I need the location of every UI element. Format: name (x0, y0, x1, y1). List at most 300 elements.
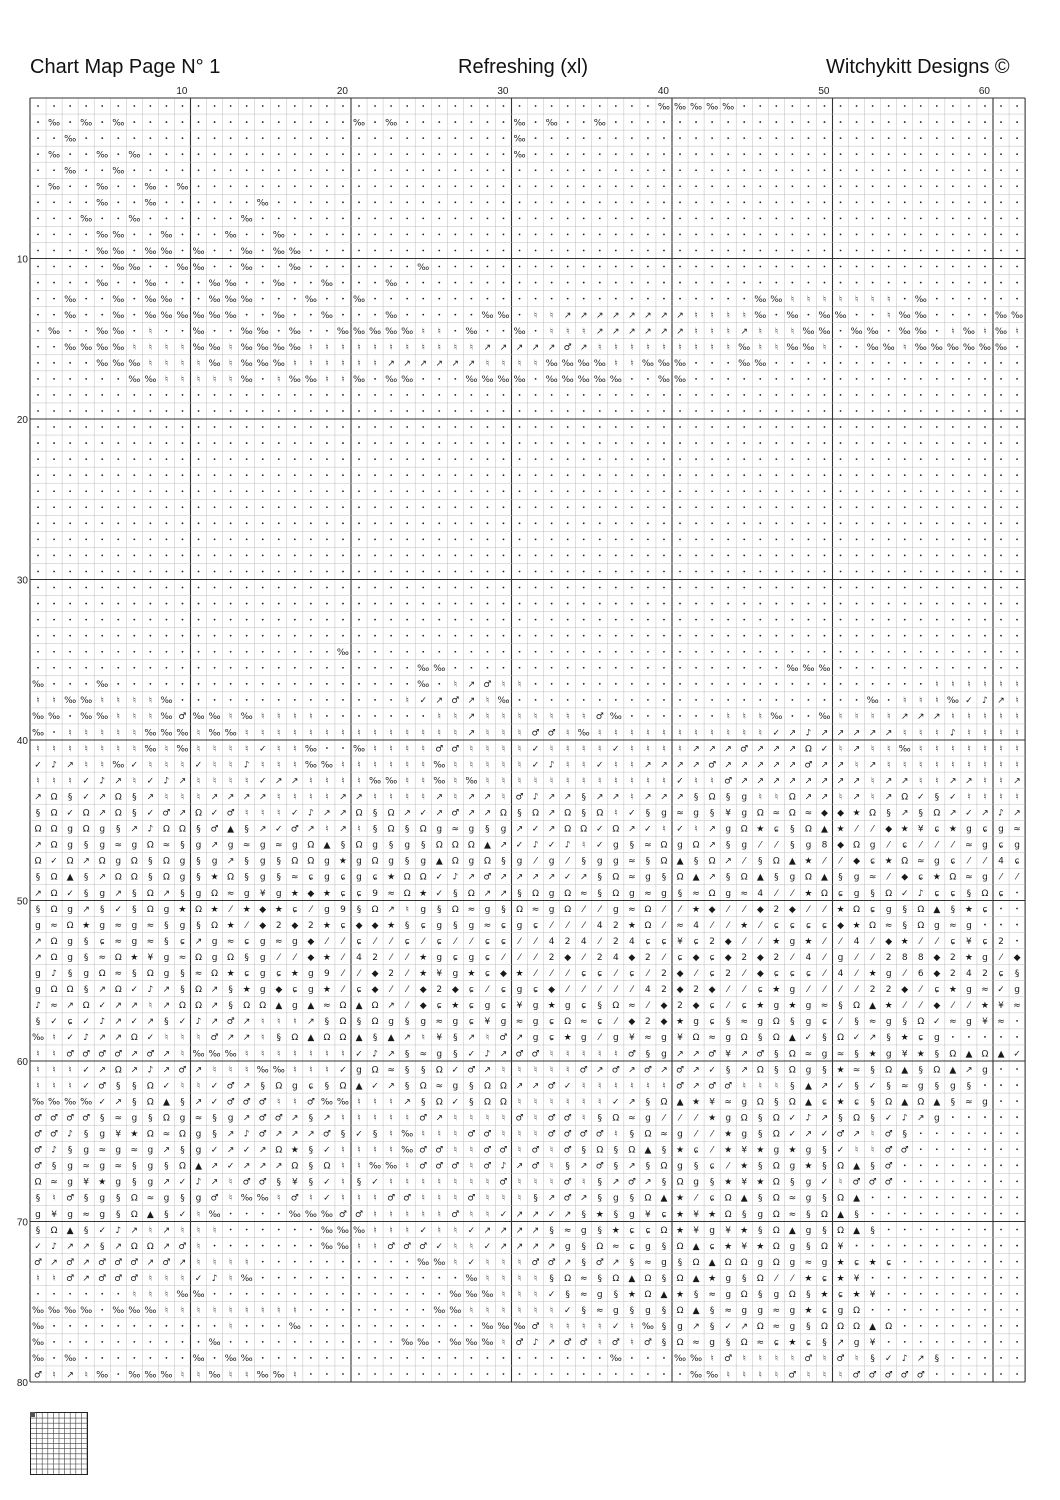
stitch-symbol: ‰ (866, 343, 879, 354)
empty-cell-dot (791, 587, 793, 589)
empty-cell-dot (278, 105, 280, 107)
stitch-symbol: ⁄ (1000, 872, 1002, 883)
empty-cell-dot (1000, 1100, 1002, 1102)
stitch-symbol: ‰ (96, 198, 109, 209)
empty-cell-dot (422, 426, 424, 428)
empty-cell-dot (198, 234, 200, 236)
empty-cell-dot (631, 490, 633, 492)
empty-cell-dot (567, 217, 569, 219)
empty-cell-dot (551, 522, 553, 524)
stitch-symbol: § (180, 1145, 185, 1156)
empty-cell-dot (117, 522, 119, 524)
stitch-symbol: ↗ (275, 1129, 283, 1140)
stitch-symbol: ‰ (96, 278, 109, 289)
stitch-symbol: ◆ (821, 808, 828, 819)
empty-cell-dot (326, 683, 328, 685)
stitch-symbol: Ω (403, 872, 411, 883)
empty-cell-dot (37, 234, 39, 236)
stitch-symbol: ‰ (240, 246, 253, 257)
empty-cell-dot (117, 1373, 119, 1375)
stitch-symbol: g (259, 969, 266, 980)
empty-cell-dot (872, 105, 874, 107)
empty-cell-dot (294, 1277, 296, 1279)
empty-cell-dot (406, 635, 408, 637)
stitch-symbol: ‰ (96, 182, 109, 193)
stitch-symbol: ‰ (144, 1306, 157, 1317)
stitch-symbol: ↗ (868, 760, 877, 771)
stitch-symbol: ‰ (80, 696, 93, 707)
stitch-symbol: 4 (837, 969, 844, 980)
empty-cell-dot (246, 1213, 248, 1215)
empty-cell-dot (390, 699, 392, 701)
stitch-symbol: ‰ (465, 375, 478, 386)
empty-cell-dot (214, 330, 216, 332)
stitch-symbol: ♂ (916, 1370, 925, 1381)
empty-cell-dot (262, 298, 264, 300)
empty-cell-dot (904, 426, 906, 428)
stitch-symbol: § (822, 1033, 827, 1044)
stitch-symbol: Ω (564, 808, 572, 819)
stitch-symbol: ⁄ (615, 985, 617, 996)
empty-cell-dot (246, 410, 248, 412)
empty-cell-dot (695, 538, 697, 540)
empty-cell-dot (711, 201, 713, 203)
stitch-symbol: ♮ (501, 712, 506, 723)
empty-cell-dot (936, 362, 938, 364)
stitch-symbol: ★ (756, 824, 765, 835)
empty-cell-dot (214, 619, 216, 621)
empty-cell-dot (37, 1293, 39, 1295)
stitch-symbol: ⁄ (374, 936, 376, 947)
empty-cell-dot (840, 169, 842, 171)
empty-cell-dot (438, 217, 440, 219)
empty-cell-dot (358, 667, 360, 669)
stitch-symbol: § (308, 1113, 314, 1124)
stitch-symbol: ⁄ (1016, 872, 1018, 883)
stitch-symbol: § (581, 1209, 586, 1220)
empty-cell-dot (310, 667, 312, 669)
empty-cell-dot (551, 683, 553, 685)
stitch-symbol: § (180, 888, 185, 899)
empty-cell-dot (647, 298, 649, 300)
empty-cell-dot (551, 442, 553, 444)
stitch-symbol: ≈ (772, 1322, 781, 1333)
empty-cell-dot (310, 603, 312, 605)
stitch-symbol: ♮ (261, 1017, 265, 1028)
stitch-symbol: ★ (772, 936, 781, 947)
stitch-symbol: ɕ (709, 1017, 715, 1028)
empty-cell-dot (808, 153, 810, 155)
stitch-symbol: ▲ (162, 1097, 170, 1108)
stitch-symbol: ↗ (275, 1161, 283, 1172)
empty-cell-dot (615, 298, 617, 300)
empty-cell-dot (1000, 1277, 1002, 1279)
stitch-symbol: g (982, 952, 988, 963)
stitch-symbol: ♮ (196, 744, 201, 755)
empty-cell-dot (535, 619, 537, 621)
stitch-symbol: Ω (130, 872, 138, 883)
stitch-symbol: g (725, 1113, 732, 1124)
stitch-symbol: ↗ (499, 1225, 508, 1236)
empty-cell-dot (390, 201, 392, 203)
empty-cell-dot (904, 410, 906, 412)
stitch-symbol: § (308, 1177, 314, 1188)
stitch-symbol: Ω (853, 1322, 861, 1333)
stitch-symbol: ♮ (662, 744, 666, 755)
empty-cell-dot (117, 410, 119, 412)
stitch-symbol: ♮ (245, 1049, 249, 1060)
empty-cell-dot (631, 153, 633, 155)
stitch-symbol: ♂ (451, 1209, 460, 1220)
empty-cell-dot (663, 266, 665, 268)
stitch-symbol: ♮ (646, 776, 650, 787)
empty-cell-dot (1000, 185, 1002, 187)
empty-cell-dot (872, 362, 874, 364)
empty-cell-dot (519, 250, 521, 252)
empty-cell-dot (470, 651, 472, 653)
stitch-symbol: ɕ (356, 888, 362, 899)
stitch-symbol: ♂ (531, 1322, 540, 1333)
empty-cell-dot (888, 410, 890, 412)
empty-cell-dot (326, 394, 328, 396)
empty-cell-dot (69, 474, 71, 476)
empty-cell-dot (1016, 266, 1018, 268)
stitch-symbol: Ω (50, 1225, 58, 1236)
empty-cell-dot (390, 394, 392, 396)
stitch-symbol: § (613, 1145, 619, 1156)
stitch-symbol: g (532, 1017, 539, 1028)
stitch-symbol: ★ (788, 1338, 797, 1349)
stitch-symbol: ‰ (112, 343, 125, 354)
empty-cell-dot (952, 603, 954, 605)
stitch-symbol: 4 (548, 936, 555, 947)
empty-cell-dot (278, 1341, 280, 1343)
stitch-symbol: ≈ (563, 1225, 572, 1236)
empty-cell-dot (968, 1357, 970, 1359)
stitch-symbol: ♮ (405, 1177, 409, 1188)
empty-cell-dot (952, 1277, 954, 1279)
stitch-symbol: ♮ (999, 712, 1003, 723)
stitch-symbol: ‰ (256, 1065, 269, 1076)
empty-cell-dot (342, 619, 344, 621)
stitch-symbol: ♮ (469, 1209, 473, 1220)
empty-cell-dot (567, 442, 569, 444)
empty-cell-dot (984, 1325, 986, 1327)
stitch-symbol: ↗ (210, 1161, 219, 1172)
empty-cell-dot (310, 266, 312, 268)
empty-cell-dot (856, 234, 858, 236)
empty-cell-dot (326, 699, 328, 701)
stitch-symbol: ↗ (323, 808, 331, 819)
empty-cell-dot (936, 619, 938, 621)
stitch-symbol: ¥ (693, 1225, 699, 1236)
stitch-symbol: § (485, 824, 490, 835)
empty-cell-dot (454, 217, 456, 219)
empty-cell-dot (567, 234, 569, 236)
empty-cell-dot (968, 1197, 970, 1199)
stitch-symbol: g (67, 1209, 73, 1220)
empty-cell-dot (278, 667, 280, 669)
stitch-symbol: ɕ (998, 840, 1004, 851)
empty-cell-dot (631, 715, 633, 717)
stitch-symbol: g (917, 1081, 924, 1092)
stitch-symbol: Ω (146, 1097, 154, 1108)
stitch-symbol: ♮ (501, 1129, 506, 1140)
stitch-symbol: ✓ (82, 1065, 90, 1076)
empty-cell-dot (647, 635, 649, 637)
stitch-symbol: ♮ (261, 1306, 265, 1317)
empty-cell-dot (551, 458, 553, 460)
stitch-symbol: Ω (756, 808, 764, 819)
stitch-symbol: ⁄ (920, 985, 922, 996)
stitch-symbol: ⁄ (855, 985, 858, 996)
empty-cell-dot (567, 1357, 569, 1359)
empty-cell-dot (53, 731, 55, 733)
empty-cell-dot (952, 137, 954, 139)
stitch-symbol: ‰ (112, 359, 125, 370)
empty-cell-dot (743, 458, 745, 460)
empty-cell-dot (53, 105, 55, 107)
empty-cell-dot (278, 1277, 280, 1279)
empty-cell-dot (85, 506, 87, 508)
empty-cell-dot (808, 506, 810, 508)
stitch-symbol: ♮ (935, 760, 939, 771)
empty-cell-dot (775, 506, 777, 508)
stitch-symbol: ✓ (917, 792, 925, 803)
stitch-symbol: ♂ (868, 1370, 877, 1381)
stitch-symbol: ↗ (788, 744, 797, 755)
stitch-symbol: ↗ (242, 792, 251, 803)
empty-cell-dot (53, 266, 55, 268)
stitch-symbol: ɕ (789, 969, 795, 980)
empty-cell-dot (342, 587, 344, 589)
stitch-symbol: Ω (804, 744, 812, 755)
stitch-symbol: § (725, 872, 731, 883)
empty-cell-dot (984, 250, 986, 252)
stitch-symbol: ⁄ (920, 1001, 922, 1012)
stitch-symbol: § (741, 1273, 747, 1284)
empty-cell-dot (278, 298, 280, 300)
stitch-symbol: § (806, 1290, 811, 1301)
stitch-symbol: ♂ (66, 1257, 75, 1268)
empty-cell-dot (920, 667, 922, 669)
empty-cell-dot (727, 683, 729, 685)
stitch-symbol: ↗ (804, 776, 813, 787)
stitch-symbol: § (180, 1097, 185, 1108)
empty-cell-dot (984, 1116, 986, 1118)
empty-cell-dot (278, 651, 280, 653)
empty-cell-dot (808, 555, 810, 557)
empty-cell-dot (294, 667, 296, 669)
stitch-symbol: § (870, 1113, 875, 1124)
empty-cell-dot (519, 169, 521, 171)
empty-cell-dot (824, 587, 826, 589)
empty-cell-dot (631, 442, 633, 444)
empty-cell-dot (727, 442, 729, 444)
empty-cell-dot (198, 571, 200, 573)
stitch-symbol: ♂ (290, 1193, 299, 1204)
stitch-symbol: ♂ (66, 1113, 75, 1124)
empty-cell-dot (326, 1293, 328, 1295)
stitch-symbol: ♮ (550, 1322, 554, 1333)
empty-cell-dot (358, 1341, 360, 1343)
empty-cell-dot (567, 667, 569, 669)
stitch-symbol: Ω (179, 1129, 186, 1140)
stitch-symbol: g (452, 1017, 459, 1028)
empty-cell-dot (904, 234, 906, 236)
empty-cell-dot (214, 234, 216, 236)
empty-cell-dot (390, 683, 392, 685)
empty-cell-dot (198, 555, 200, 557)
empty-cell-dot (454, 394, 456, 396)
stitch-symbol: ɕ (773, 969, 779, 980)
empty-cell-dot (310, 635, 312, 637)
stitch-symbol: § (822, 1145, 827, 1156)
empty-cell-dot (936, 1148, 938, 1150)
stitch-symbol: ⁄ (871, 936, 874, 947)
stitch-symbol: ◆ (676, 969, 684, 980)
stitch-symbol: ≈ (579, 1273, 588, 1284)
empty-cell-dot (470, 555, 472, 557)
empty-cell-dot (952, 474, 954, 476)
stitch-symbol: Ω (933, 1065, 941, 1076)
stitch-symbol: § (99, 1113, 105, 1124)
empty-cell-dot (856, 362, 858, 364)
empty-cell-dot (711, 619, 713, 621)
stitch-symbol: ★ (387, 872, 396, 883)
stitch-symbol: ‰ (256, 198, 269, 209)
stitch-symbol: ♂ (547, 1129, 556, 1140)
empty-cell-dot (230, 153, 232, 155)
empty-cell-dot (85, 490, 87, 492)
stitch-symbol: g (163, 969, 170, 980)
stitch-symbol: ★ (820, 1290, 829, 1301)
empty-cell-dot (1016, 1084, 1018, 1086)
empty-cell-dot (791, 201, 793, 203)
empty-cell-dot (182, 683, 184, 685)
empty-cell-dot (519, 234, 521, 236)
empty-cell-dot (85, 250, 87, 252)
stitch-symbol: § (693, 792, 699, 803)
stitch-symbol: ⁄ (695, 1129, 697, 1140)
stitch-symbol: ♮ (389, 792, 393, 803)
empty-cell-dot (856, 555, 858, 557)
empty-cell-dot (679, 474, 681, 476)
stitch-symbol: ♮ (694, 310, 698, 321)
empty-cell-dot (615, 683, 617, 685)
empty-cell-dot (214, 458, 216, 460)
stitch-symbol: ♮ (437, 728, 441, 739)
empty-cell-dot (1016, 394, 1018, 396)
stitch-symbol: ♮ (100, 696, 104, 707)
empty-cell-dot (37, 121, 39, 123)
stitch-symbol: ♮ (871, 1145, 875, 1156)
empty-cell-dot (711, 298, 713, 300)
empty-cell-dot (631, 426, 633, 428)
stitch-symbol: Ω (419, 1081, 427, 1092)
stitch-symbol: ♪ (805, 1113, 812, 1124)
stitch-symbol: Ω (275, 1145, 283, 1156)
empty-cell-dot (85, 394, 87, 396)
empty-cell-dot (454, 522, 456, 524)
empty-cell-dot (631, 121, 633, 123)
stitch-symbol: ɕ (308, 872, 314, 883)
stitch-symbol: ✓ (194, 1273, 203, 1284)
empty-cell-dot (503, 185, 505, 187)
empty-cell-dot (727, 474, 729, 476)
empty-cell-dot (278, 1213, 280, 1215)
stitch-symbol: ↗ (820, 760, 829, 771)
stitch-symbol: ★ (419, 952, 428, 963)
stitch-symbol: ♮ (405, 1225, 409, 1236)
empty-cell-dot (679, 426, 681, 428)
stitch-symbol: g (885, 969, 892, 980)
empty-cell-dot (968, 250, 970, 252)
stitch-symbol: g (645, 1306, 651, 1317)
empty-cell-dot (551, 538, 553, 540)
stitch-symbol: ↗ (483, 1225, 492, 1236)
stitch-symbol: ↗ (483, 808, 492, 819)
empty-cell-dot (69, 522, 71, 524)
stitch-symbol: g (484, 1001, 491, 1012)
empty-cell-dot (583, 137, 585, 139)
stitch-symbol: ◆ (291, 920, 299, 931)
empty-cell-dot (1000, 490, 1002, 492)
stitch-symbol: ↗ (917, 1113, 925, 1124)
empty-cell-dot (374, 442, 376, 444)
empty-cell-dot (262, 587, 264, 589)
empty-cell-dot (920, 282, 922, 284)
empty-cell-dot (374, 458, 376, 460)
stitch-symbol: ⁄ (550, 920, 553, 931)
stitch-symbol: ≈ (692, 1338, 700, 1349)
empty-cell-dot (984, 924, 986, 926)
empty-cell-dot (149, 555, 151, 557)
empty-cell-dot (342, 1357, 344, 1359)
empty-cell-dot (743, 538, 745, 540)
empty-cell-dot (214, 250, 216, 252)
empty-cell-dot (952, 1357, 954, 1359)
stitch-symbol: ✓ (788, 1129, 797, 1140)
stitch-symbol: ‰ (754, 310, 767, 321)
empty-cell-dot (374, 1261, 376, 1263)
empty-cell-dot (535, 298, 537, 300)
stitch-symbol: ↗ (162, 1065, 171, 1076)
empty-cell-dot (984, 314, 986, 316)
empty-cell-dot (214, 1357, 216, 1359)
stitch-symbol: ‰ (320, 310, 333, 321)
empty-cell-dot (1016, 378, 1018, 380)
stitch-symbol: ♮ (710, 343, 714, 354)
empty-cell-dot (599, 105, 601, 107)
empty-cell-dot (615, 234, 617, 236)
stitch-symbol: ✓ (676, 824, 684, 835)
empty-cell-dot (952, 1180, 954, 1182)
empty-cell-dot (326, 137, 328, 139)
stitch-symbol: Ω (612, 872, 620, 883)
stitch-symbol: Ω (532, 808, 540, 819)
empty-cell-dot (711, 362, 713, 364)
empty-cell-dot (149, 522, 151, 524)
stitch-symbol: ♮ (405, 744, 409, 755)
empty-cell-dot (166, 458, 168, 460)
empty-cell-dot (968, 378, 970, 380)
stitch-symbol: Ω (50, 985, 58, 996)
empty-cell-dot (519, 442, 521, 444)
stitch-symbol: ♂ (178, 1065, 187, 1076)
empty-cell-dot (230, 699, 232, 701)
empty-cell-dot (599, 619, 601, 621)
